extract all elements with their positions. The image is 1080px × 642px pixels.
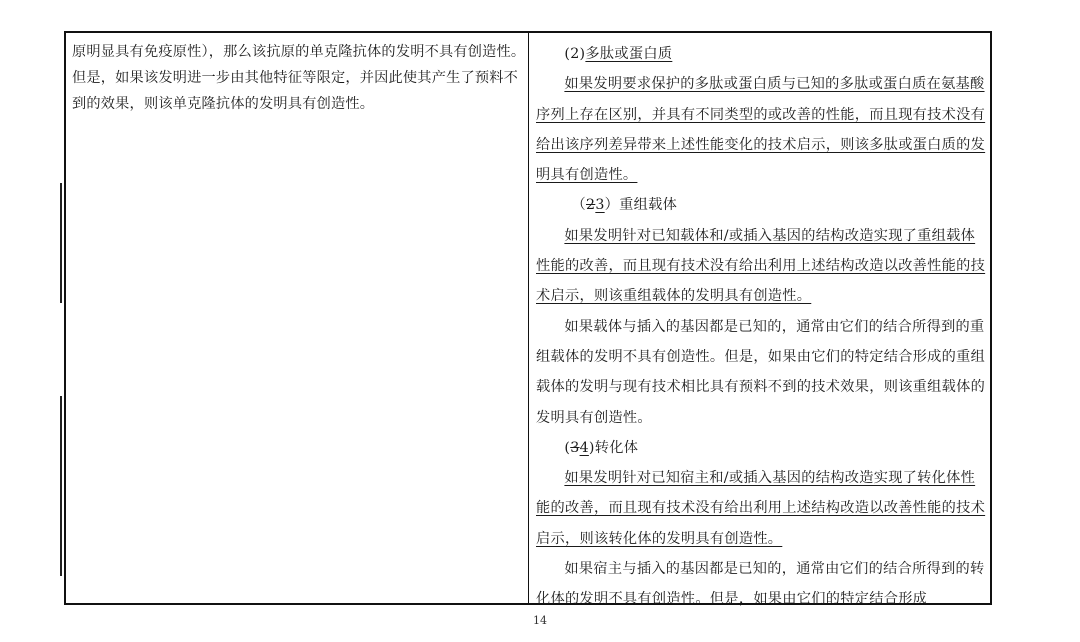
paragraph-vector: 如果载体与插入的基因都是已知的，通常由它们的结合所得到的重组载体的发明不具有创造性。但是，如果由它们的特定结合形成的重组载体的发明与现有技术相比具有预料不到的技术效果，则该重组载体的发明具有创造性。 (536, 318, 986, 426)
paragraph-polypeptide-inserted: 如果发明要求保护的多肽或蛋白质与已知的多肽或蛋白质在氨基酸序列上存在区别，并具有不同类型的或改善的性能，而且现有技术没有给出该序列差异带来上述性能变化的技术启示，则该多肽或蛋白质的发明具有创造性。 (536, 76, 986, 184)
document-table (64, 31, 992, 608)
right-column (536, 39, 986, 615)
section-title: 转化体 (594, 439, 639, 456)
section-title: 多肽或蛋白质 (585, 46, 673, 62)
page-number: 14 (533, 614, 547, 627)
revision-margin-bar (60, 183, 62, 303)
section-title: 重组载体 (619, 197, 678, 214)
paragraph-transformant-inserted: 如果发明针对已知宿主和/或插入基因的结构改造实现了转化体性能的改善，而且现有技术没有给出利用上述结构改造以改善性能的技术启示，则该转化体的发明具有创造性。 (536, 470, 986, 547)
deleted-number: 3 (570, 439, 580, 456)
paragraph-vector-inserted: 如果发明针对已知载体和/或插入基因的结构改造实现了重组载体性能的改善，而且现有技术没有给出利用上述结构改造以改善性能的技术启示，则该重组载体的发明具有创造性。 (536, 227, 986, 305)
section-number: (2) (564, 46, 586, 62)
column-divider (528, 33, 529, 603)
revision-margin-bar (60, 396, 62, 576)
left-paragraph: 原明显具有免疫原性），那么该抗原的单克隆抗体的发明不具有创造性。但是，如果该发明进一步由其他特征等限定，并因此使其产生了预料不到的效果，则该单克隆抗体的发明具有创造性。 (72, 44, 526, 112)
paragraph-transformant: 如果宿主与插入的基因都是已知的，通常由它们的结合所得到的转化体的发明不具有创造性。但是，如果由它们的特定结合形成 (536, 561, 985, 608)
section-heading-recombinant-vector: （23）重组载体 (571, 197, 678, 214)
inserted-number: 3 (595, 197, 605, 214)
inserted-number: 4 (579, 439, 589, 456)
left-column (72, 39, 526, 117)
deleted-number: 2 (586, 197, 596, 214)
section-heading-polypeptide (536, 39, 986, 69)
section-heading-transformant: (34)转化体 (564, 439, 639, 456)
